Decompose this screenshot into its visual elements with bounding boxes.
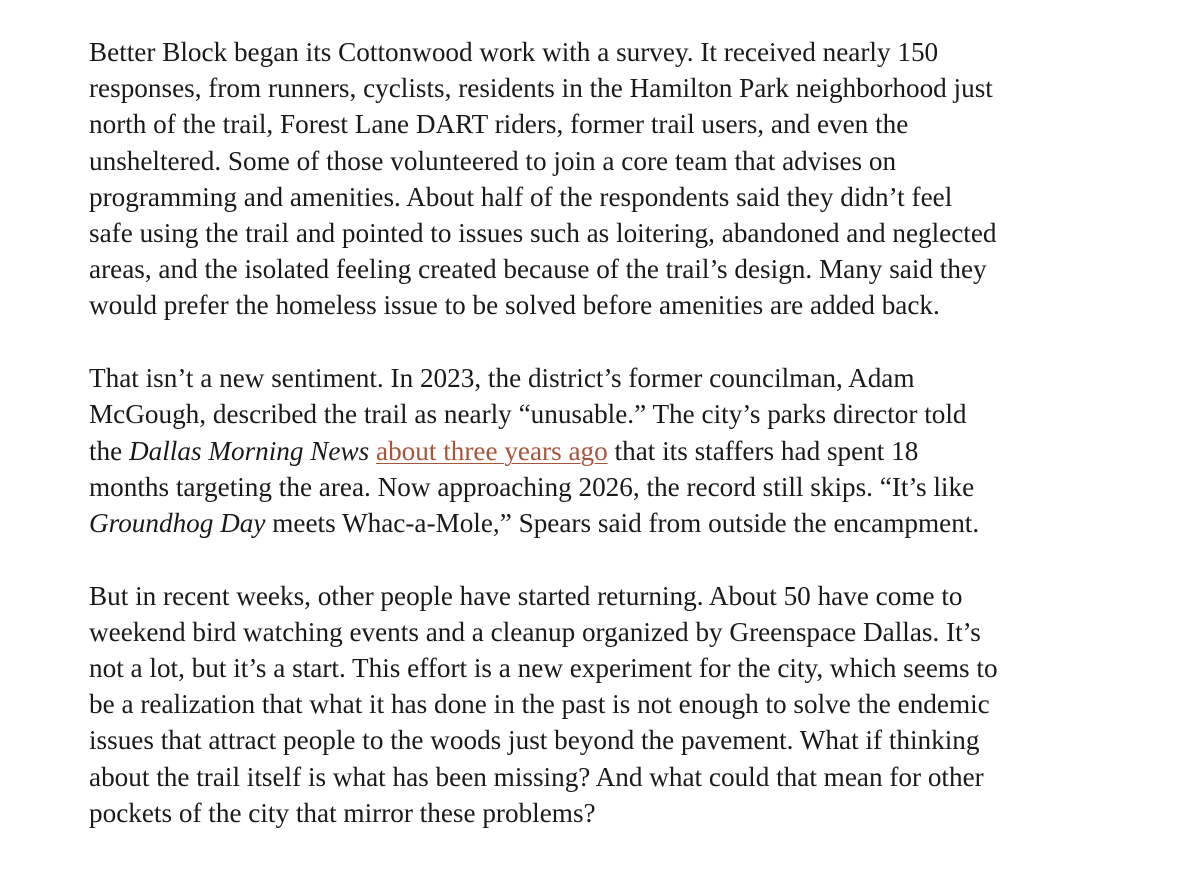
text-line: be a realization that what it has done in the past is not enough to solve the endemic bbox=[89, 689, 990, 720]
text-line: Better Block began its Cottonwood work with a survey. It received nearly 150 bbox=[89, 37, 939, 67]
text-line: programming and amenities. About half of the respondents said they didn’t feel bbox=[89, 181, 953, 212]
film-title: Groundhog Day bbox=[89, 507, 266, 538]
text-line bbox=[89, 433, 1109, 469]
text-line: safe using the trail and pointed to issues such as loitering, abandoned and neglected bbox=[89, 218, 997, 249]
text-line: weekend bird watching events and a cleanup organized by Greenspace Dallas. It’s bbox=[89, 616, 981, 647]
paragraph-returning bbox=[89, 578, 1109, 831]
text-line: That isn’t a new sentiment. In 2023, the district’s former councilman, Adam bbox=[89, 363, 915, 394]
text-fragment bbox=[369, 436, 376, 466]
text-line: months targeting the area. Now approaching 2026, the record still skips. “It’s like bbox=[89, 471, 975, 502]
text-line: issues that attract people to the woods just beyond the pavement. What if thinking bbox=[89, 725, 980, 756]
text-line: responses, from runners, cyclists, residents in the Hamilton Park neighborhood just bbox=[89, 73, 993, 104]
text-fragment: that its staffers had spent 18 bbox=[607, 435, 919, 466]
text-line: areas, and the isolated feeling created because of the trail’s design. Many said they bbox=[89, 254, 987, 285]
text-fragment: the bbox=[89, 435, 130, 466]
text-fragment: meets Whac-a-Mole,” Spears said from outside the encampment. bbox=[265, 507, 980, 538]
text-line: about the trail itself is what has been missing? And what could that mean for other bbox=[89, 761, 984, 792]
text-line: pockets of the city that mirror these problems? bbox=[89, 797, 596, 828]
text-line: north of the trail, Forest Lane DART riders, former trail users, and even the bbox=[89, 109, 909, 140]
text-line: would prefer the homeless issue to be solved before amenities are added back. bbox=[89, 290, 940, 321]
publication-name: Dallas Morning News bbox=[129, 435, 370, 466]
text-line: But in recent weeks, other people have started returning. About 50 have come to bbox=[89, 580, 963, 611]
paragraph-sentiment bbox=[89, 360, 1109, 541]
article-link-three-years-ago[interactable]: about three years ago bbox=[376, 435, 608, 466]
text-line: unsheltered. Some of those volunteered to join a core team that advises on bbox=[89, 145, 897, 176]
paragraph-survey bbox=[89, 34, 1109, 324]
text-line: McGough, described the trail as nearly “unusable.” The city’s parks director told bbox=[89, 399, 967, 430]
article-body bbox=[89, 34, 1109, 868]
text-line: not a lot, but it’s a start. This effort is a new experiment for the city, which seems to bbox=[89, 653, 998, 684]
text-line bbox=[89, 505, 1109, 541]
